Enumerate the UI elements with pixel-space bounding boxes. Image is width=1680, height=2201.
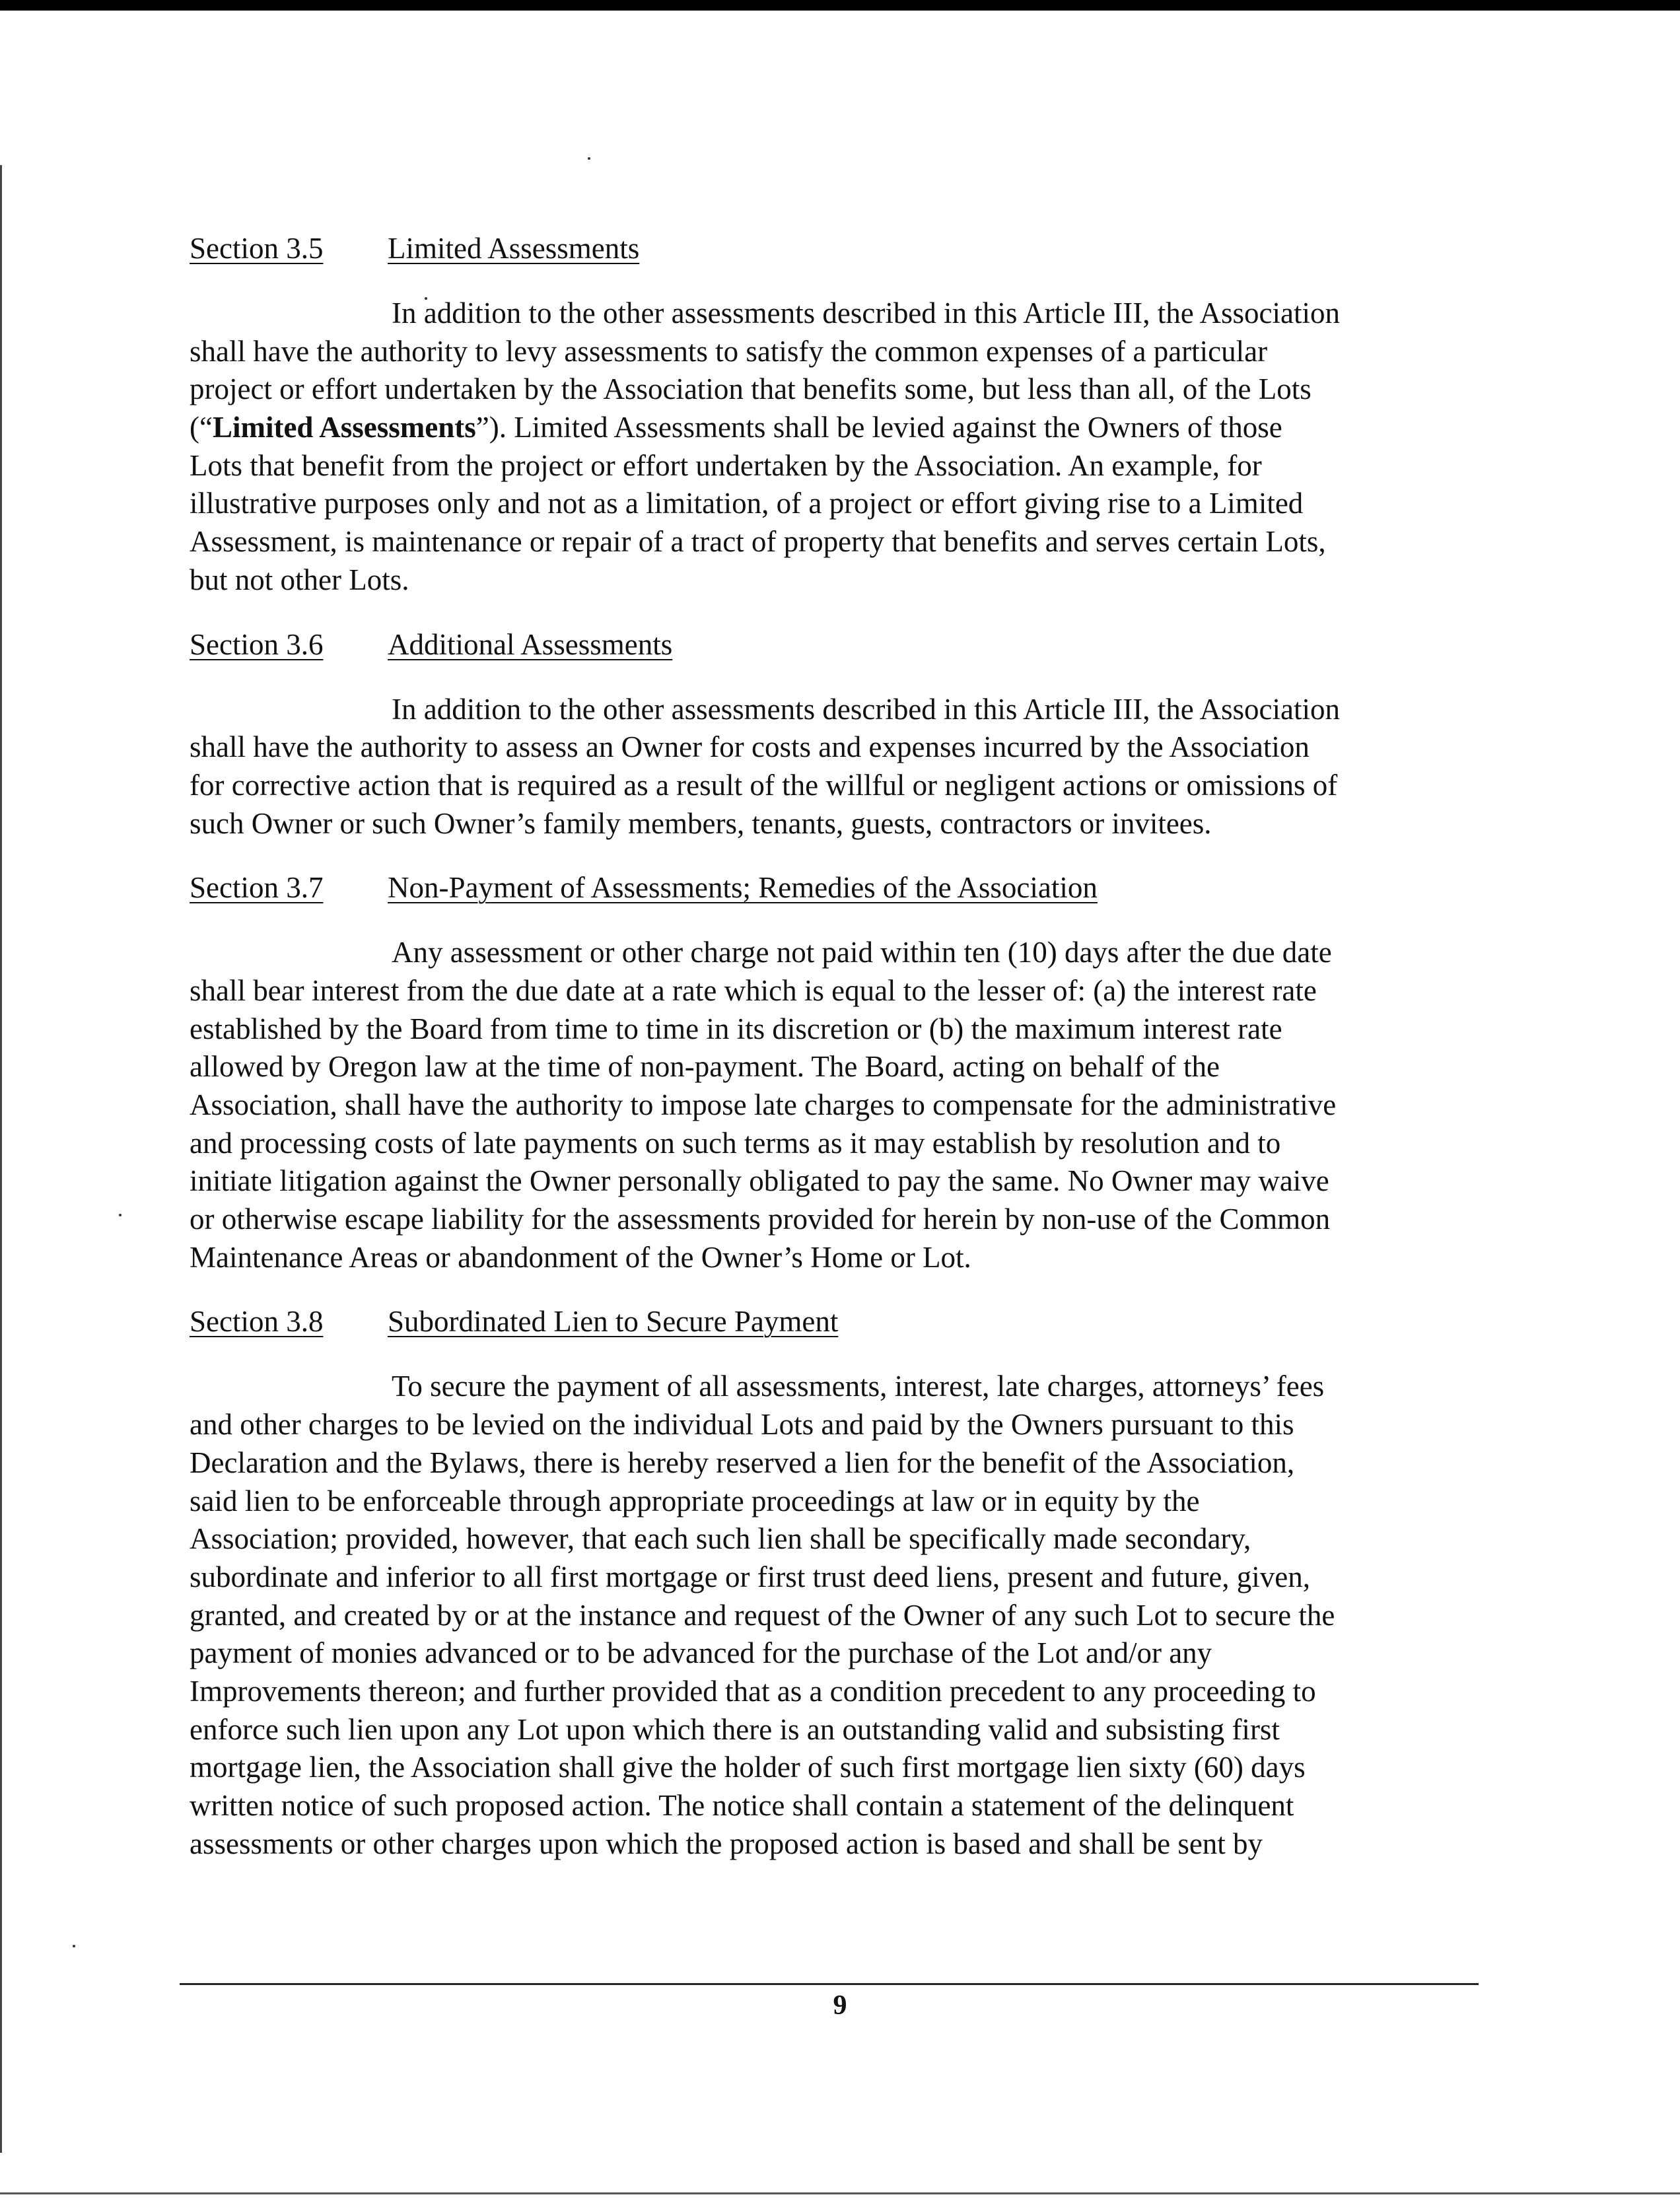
paragraph-line: mortgage lien, the Association shall give the holder of such first mortgage lien sixty (60) days (190, 1751, 1306, 1784)
document-section (190, 230, 1484, 600)
paragraph-line: In addition to the other assessments described in this Article III, the Association (392, 692, 1340, 726)
paragraph-line: Maintenance Areas or abandonment of the Owner’s Home or Lot. (190, 1240, 971, 1274)
document-section (190, 626, 1484, 843)
paragraph-line: written notice of such proposed action. The notice shall contain a statement of the delinquent (190, 1789, 1294, 1822)
section-title: Limited Assessments (388, 232, 640, 265)
paragraph-line: In addition to the other assessments described in this Article III, the Association (392, 297, 1340, 330)
section-paragraph (190, 1368, 1484, 1863)
section-title: Additional Assessments (388, 627, 673, 661)
document-section (190, 1303, 1484, 1863)
paragraph-line (190, 409, 1484, 447)
paragraph-line: payment of monies advanced or to be advanced for the purchase of the Lot and/or any (190, 1636, 1212, 1670)
document-section (190, 869, 1484, 1276)
section-number-cell (190, 1303, 388, 1340)
section-title: Non-Payment of Assessments; Remedies of the Association (388, 871, 1098, 905)
scan-speck (119, 1214, 122, 1216)
paragraph-line: subordinate and inferior to all first mortgage or first trust deed liens, present and future, given, (190, 1560, 1311, 1593)
paragraph-line: initiate litigation against the Owner personally obligated to pay the same. No Owner may waive (190, 1164, 1329, 1198)
section-heading (190, 1303, 1484, 1340)
section-heading (190, 626, 1484, 663)
section-heading (190, 230, 1484, 267)
paragraph-line: enforce such lien upon any Lot upon which there is an outstanding valid and subsisting first (190, 1712, 1280, 1746)
scan-speck (73, 1945, 75, 1947)
defined-term: Limited Assessments (212, 411, 476, 444)
paragraph-line: shall bear interest from the due date at a rate which is equal to the lesser of: (a) the interest rate (190, 973, 1317, 1007)
paragraph-line: shall have the authority to levy assessments to satisfy the common expenses of a particular (190, 334, 1268, 368)
paragraph-line: such Owner or such Owner’s family members, tenants, guests, contractors or invitees. (190, 806, 1212, 840)
section-number-cell (190, 230, 388, 267)
paragraph-line: Any assessment or other charge not paid within ten (10) days after the due date (392, 936, 1332, 969)
section-number-cell (190, 869, 388, 906)
scan-speck (588, 157, 590, 160)
paragraph-line: illustrative purposes only and not as a limitation, of a project or effort giving rise to a Limited (190, 487, 1304, 520)
paragraph-line: Lots that benefit from the project or effort undertaken by the Association. An example, for (190, 448, 1262, 482)
paragraph-line: project or effort undertaken by the Association that benefits some, but less than all, of the Lots (190, 372, 1312, 406)
paragraph-line: and other charges to be levied on the individual Lots and paid by the Owners pursuant to this (190, 1408, 1294, 1442)
section-paragraph (190, 934, 1484, 1276)
line-fragment: ”). Limited Assessments shall be levied against the Owners of those (475, 411, 1282, 444)
section-heading (190, 869, 1484, 906)
paragraph-line: assessments or other charges upon which the proposed action is based and shall be sent by (190, 1827, 1263, 1860)
paragraph-line: but not other Lots. (190, 563, 409, 596)
paragraph-line: for corrective action that is required as a result of the willful or negligent actions or omissions of (190, 768, 1338, 802)
section-number: Section 3.7 (190, 871, 324, 905)
paragraph-line: granted, and created by or at the instance and request of the Owner of any such Lot to secure the (190, 1598, 1335, 1632)
paragraph-line: or otherwise escape liability for the assessments provided for herein by non-use of the Common (190, 1203, 1331, 1236)
scan-top-border (0, 0, 1680, 11)
page-number: 9 (833, 1990, 847, 2021)
paragraph-line: Association; provided, however, that each such lien shall be specifically made secondary, (190, 1522, 1251, 1556)
paragraph-line: said lien to be enforceable through appropriate proceedings at law or in equity by the (190, 1484, 1200, 1518)
section-number: Section 3.8 (190, 1305, 324, 1339)
paragraph-line: established by the Board from time to time in its discretion or (b) the maximum interest rate (190, 1012, 1282, 1045)
document-page (190, 230, 1484, 1889)
section-title: Subordinated Lien to Secure Payment (388, 1305, 839, 1339)
paragraph-line: Declaration and the Bylaws, there is hereby reserved a lien for the benefit of the Association, (190, 1446, 1295, 1479)
paragraph-line: To secure the payment of all assessments, interest, late charges, attorneys’ fees (392, 1370, 1325, 1403)
paragraph-line: Association, shall have the authority to impose late charges to compensate for the administrative (190, 1088, 1337, 1121)
line-fragment: (“ (190, 411, 213, 444)
scan-left-edge (0, 165, 2, 2153)
section-paragraph (190, 691, 1484, 843)
section-number: Section 3.5 (190, 232, 324, 265)
paragraph-line: Assessment, is maintenance or repair of a tract of property that benefits and serves certain Lots, (190, 525, 1326, 559)
section-number: Section 3.6 (190, 627, 324, 661)
paragraph-line: and processing costs of late payments on such terms as it may establish by resolution and to (190, 1126, 1281, 1160)
paragraph-line: shall have the authority to assess an Owner for costs and expenses incurred by the Association (190, 730, 1310, 764)
section-number-cell (190, 626, 388, 663)
paragraph-line: Improvements thereon; and further provided that as a condition precedent to any proceeding to (190, 1674, 1316, 1708)
footer-rule (180, 1983, 1479, 1985)
paragraph-line: allowed by Oregon law at the time of non-payment. The Board, acting on behalf of the (190, 1050, 1220, 1084)
scan-bottom-edge (0, 2192, 1680, 2194)
section-paragraph (190, 295, 1484, 600)
